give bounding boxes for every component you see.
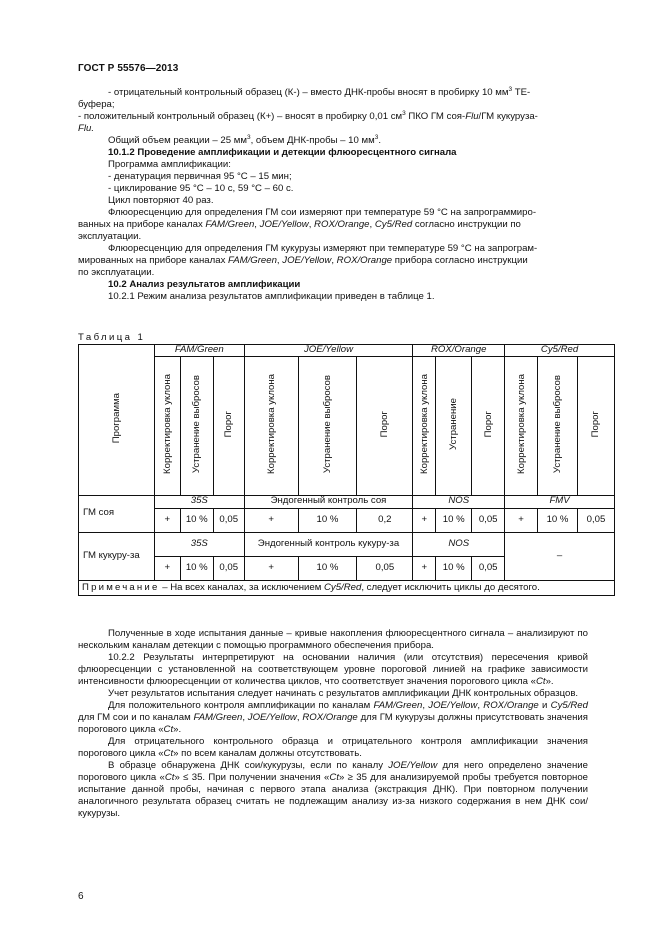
table-note-row bbox=[79, 580, 615, 596]
corn-rox-slope: + bbox=[413, 556, 436, 580]
corn-joe-slope: + bbox=[244, 556, 298, 580]
channel-header-fam: FAM/Green bbox=[154, 345, 244, 357]
flu-line: Flu. bbox=[78, 123, 94, 134]
cy5-slope-header: Корректировка уклона bbox=[505, 356, 538, 495]
corn-joe-target: Эндогенный контроль кукуру-за bbox=[244, 532, 413, 556]
cycling-line: - циклирование 95 °С – 10 с, 59 °С – 60 с. bbox=[108, 183, 294, 194]
soy-fam-slope: + bbox=[154, 508, 180, 532]
soy-joe-slope: + bbox=[244, 508, 298, 532]
table-note: Примечание – На всех каналах, за исключением Cy5/Red, следует исключить циклы до десятого. bbox=[79, 580, 615, 596]
soy-joe-target: Эндогенный контроль соя bbox=[244, 495, 413, 508]
soy-rox-target: NOS bbox=[413, 495, 505, 508]
joe-threshold-header: Порог bbox=[357, 356, 413, 495]
soy-fam-threshold: 0,05 bbox=[213, 508, 244, 532]
rox-threshold-header: Порог bbox=[472, 356, 505, 495]
soy-cy5-target: FMV bbox=[505, 495, 615, 508]
soy-rox-outliers: 10 % bbox=[436, 508, 472, 532]
document-header: ГОСТ Р 55576—2013 bbox=[78, 63, 179, 74]
channel-header-joe: JOE/Yellow bbox=[244, 345, 413, 357]
corn-cy5-empty: – bbox=[505, 532, 615, 580]
soy-settings-row bbox=[79, 508, 615, 532]
soy-fam-target: 35S bbox=[154, 495, 244, 508]
fam-threshold-header: Порог bbox=[213, 356, 244, 495]
fam-slope-header: Корректировка уклона bbox=[154, 356, 180, 495]
program-soy: ГМ соя bbox=[79, 495, 155, 532]
reaction-volume-line: Общий объем реакции – 25 $мм^3$, объем ДНК-пробы – 10 $мм^3$. bbox=[108, 133, 381, 146]
corn-target-row bbox=[79, 532, 615, 556]
table-caption: Таблица 1 bbox=[78, 332, 146, 343]
top-text-block bbox=[78, 87, 588, 303]
paragraph-10-2-2: 10.2.2 Результаты интерпретируют на основании наличия (или отсутствия) пересечения кривой флюоресценции с установленной на соответствующем уровне пороговой линией на графике зависимости интенсивности флюоресценции от количества циклов, что соответствует значения порогового цикла «Ct». bbox=[78, 652, 588, 687]
control-samples-paragraph: Учет результатов испытания следует начинать с результатов амплификации ДНК контрольных образцов. bbox=[108, 688, 579, 699]
bottom-text-block bbox=[78, 628, 588, 820]
positive-control-line: - положительный контрольный образец (К+) – вносят в пробирку 0,01 $см^3$ ПКО ГМ соя-Flu/ГМ кукуруза- bbox=[78, 109, 538, 122]
rox-slope-header: Корректировка уклона bbox=[413, 356, 436, 495]
corn-channels-line: мированных на приборе каналах FAM/Green, JOE/Yellow, ROX/Orange прибора согласно инструкции bbox=[78, 255, 528, 266]
positive-control-paragraph: Для положительного контроля амплификации по каналам FAM/Green, JOE/Yellow, ROX/Orange и Cy5/Red для ГМ сои и по каналам FAM/Green, JOE/Yellow, ROX/Orange для ГМ кукурузы должны присутствовать значения порогового цикла «Ct». bbox=[78, 700, 588, 735]
results-paragraph-1: Полученные в ходе испытания данные – кривые накопления флюоресцентного сигнала – анализируют по нескольким каналам детекции с помощью программного обеспечения прибора. bbox=[78, 628, 588, 651]
soy-manual-line: эксплуатации. bbox=[78, 231, 142, 242]
corn-fam-slope: + bbox=[154, 556, 180, 580]
soy-target-row bbox=[79, 495, 615, 508]
buffer-line: буфера; bbox=[78, 99, 115, 110]
soy-channels-line: ванных на приборе каналах FAM/Green, JOE/Yellow, ROX/Orange, Cy5/Red согласно инструкции по bbox=[78, 219, 521, 230]
cy5-threshold-header: Порог bbox=[577, 356, 614, 495]
soy-joe-threshold: 0,2 bbox=[357, 508, 413, 532]
section-heading-10-2: 10.2 Анализ результатов амплификации bbox=[108, 279, 301, 290]
soy-rox-threshold: 0,05 bbox=[472, 508, 505, 532]
fam-outliers-header: Устранение выбросов bbox=[180, 356, 213, 495]
cycle-repeat-line: Цикл повторяют 40 раз. bbox=[108, 195, 214, 206]
corn-rox-threshold: 0,05 bbox=[472, 556, 505, 580]
rox-elimination-header: Устранение bbox=[436, 356, 472, 495]
amplification-program-label: Программа амплификации: bbox=[108, 159, 231, 170]
corn-fluorescence-line: Флюоресценцию для определения ГМ кукурузы измеряют при температуре 59 °С на запрограм- bbox=[108, 243, 538, 254]
corn-manual-line: по эксплуатации. bbox=[78, 267, 155, 278]
detection-paragraph: В образце обнаружена ДНК сои/кукурузы, если по каналу JOE/Yellow для него определено значение порогового цикла «Ct» ≤ 35. При получении значения «Ct» ≥ 35 для анализируемой пробы требуется повторное испытание данной пробы, начиная с первого этапа анализа (экстракция ДНК). При повторном получении аналогичного результата образец считать не подлежащим анализу из-за низкого содержания в нем ДНК сои/кукурузы. bbox=[78, 760, 589, 819]
soy-rox-slope: + bbox=[413, 508, 436, 532]
joe-slope-header: Корректировка уклона bbox=[244, 356, 298, 495]
paragraph-10-2-1: 10.2.1 Режим анализа результатов амплификации приведен в таблице 1. bbox=[108, 291, 435, 302]
table-channel-header-row bbox=[79, 345, 615, 357]
corn-rox-outliers: 10 % bbox=[436, 556, 472, 580]
program-header: Программа bbox=[79, 345, 155, 496]
corn-fam-outliers: 10 % bbox=[180, 556, 213, 580]
table-subheader-row bbox=[79, 356, 615, 495]
joe-outliers-header: Устранение выбросов bbox=[298, 356, 357, 495]
page-number: 6 bbox=[78, 891, 84, 902]
soy-fam-outliers: 10 % bbox=[180, 508, 213, 532]
corn-fam-threshold: 0,05 bbox=[213, 556, 244, 580]
corn-rox-target: NOS bbox=[413, 532, 505, 556]
corn-joe-threshold: 0,05 bbox=[357, 556, 413, 580]
corn-fam-target: 35S bbox=[154, 532, 244, 556]
negative-control-paragraph: Для отрицательного контрольного образца и отрицательного контроля амплификации значения порогового цикла «Ct» по всем каналам должны отсутствовать. bbox=[78, 736, 588, 759]
soy-fluorescence-line: Флюоресценцию для определения ГМ сои измеряют при температуре 59 °С на запрограммиро- bbox=[108, 207, 537, 218]
soy-joe-outliers: 10 % bbox=[298, 508, 357, 532]
channel-header-rox: ROX/Orange bbox=[413, 345, 505, 357]
section-heading-10-1-2: 10.1.2 Проведение амплификации и детекции флюоресцентного сигнала bbox=[108, 147, 457, 158]
channel-header-cy5: Cy5/Red bbox=[505, 345, 615, 357]
corn-joe-outliers: 10 % bbox=[298, 556, 357, 580]
cy5-outliers-header: Устранение выбросов bbox=[538, 356, 578, 495]
denaturation-line: - денатурация первичная 95 °С – 15 мин; bbox=[108, 171, 292, 182]
negative-control-line: - отрицательный контрольный образец (К-) – вместо ДНК-пробы вносят в пробирку 10 $мм^3$ ТЕ- bbox=[108, 85, 531, 98]
amplification-table bbox=[78, 344, 615, 596]
soy-cy5-threshold: 0,05 bbox=[577, 508, 614, 532]
soy-cy5-outliers: 10 % bbox=[538, 508, 578, 532]
program-corn: ГМ кукуру-за bbox=[79, 532, 155, 580]
soy-cy5-slope: + bbox=[505, 508, 538, 532]
